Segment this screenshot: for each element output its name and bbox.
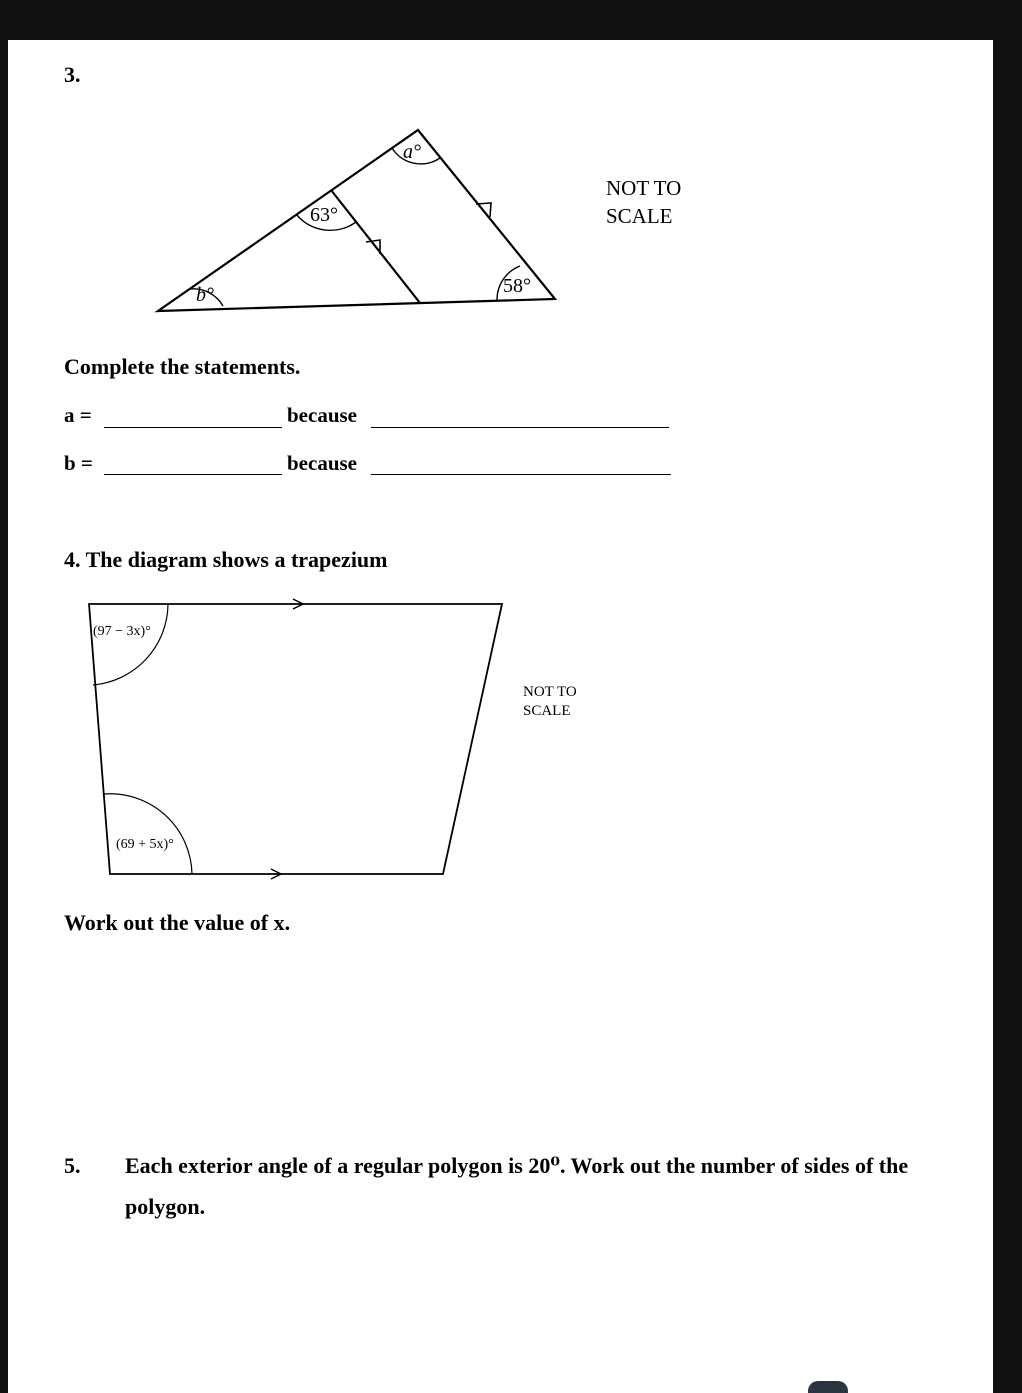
q5-text-line1: Each exterior angle of a regular polygon is 20⁰. Work out the number of sides of the xyxy=(125,1153,909,1178)
angle-a-label: a° xyxy=(403,141,421,163)
a-label: a = xyxy=(64,403,92,427)
angle-bottom-label: (69 + 5x)° xyxy=(116,837,174,852)
scanner-badge-icon xyxy=(808,1381,848,1393)
q5-text-line2: polygon. xyxy=(125,1194,206,1219)
a-answer-blank[interactable] xyxy=(104,427,282,428)
arc-top-angle xyxy=(93,604,168,685)
q4-heading: 4. The diagram shows a trapezium xyxy=(64,547,388,572)
arc-bottom-angle xyxy=(104,794,192,874)
b-reason-blank[interactable] xyxy=(371,474,671,475)
b-label: b = xyxy=(64,451,93,475)
q3-instruction: Complete the statements. xyxy=(64,354,301,379)
a-because-label: because xyxy=(287,403,357,427)
q4-not-to-scale-line2: SCALE xyxy=(523,703,571,719)
q4-not-to-scale-line1: NOT TO xyxy=(523,684,577,700)
q3-not-to-scale-line2: SCALE xyxy=(606,204,673,228)
q4-not-to-scale xyxy=(523,683,577,721)
parallel-line xyxy=(331,190,420,303)
angle-58-label: 58° xyxy=(503,275,531,297)
trapezium-outline xyxy=(89,604,502,874)
question-3-number: 3. xyxy=(64,62,81,87)
b-answer-blank[interactable] xyxy=(104,474,282,475)
q3-not-to-scale-line1: NOT TO xyxy=(606,176,682,200)
angle-top-label: (97 − 3x)° xyxy=(93,624,151,639)
angle-63-label: 63° xyxy=(310,204,338,226)
trapezium-diagram xyxy=(0,590,520,890)
triangle-diagram xyxy=(0,0,600,330)
q3-not-to-scale xyxy=(606,174,681,230)
b-because-label: because xyxy=(287,451,357,475)
triangle-outline xyxy=(158,130,555,311)
angle-b-label: b° xyxy=(196,284,214,306)
q4-instruction: Work out the value of x. xyxy=(64,910,291,935)
a-reason-blank[interactable] xyxy=(371,427,669,428)
question-5-number: 5. xyxy=(64,1153,81,1178)
